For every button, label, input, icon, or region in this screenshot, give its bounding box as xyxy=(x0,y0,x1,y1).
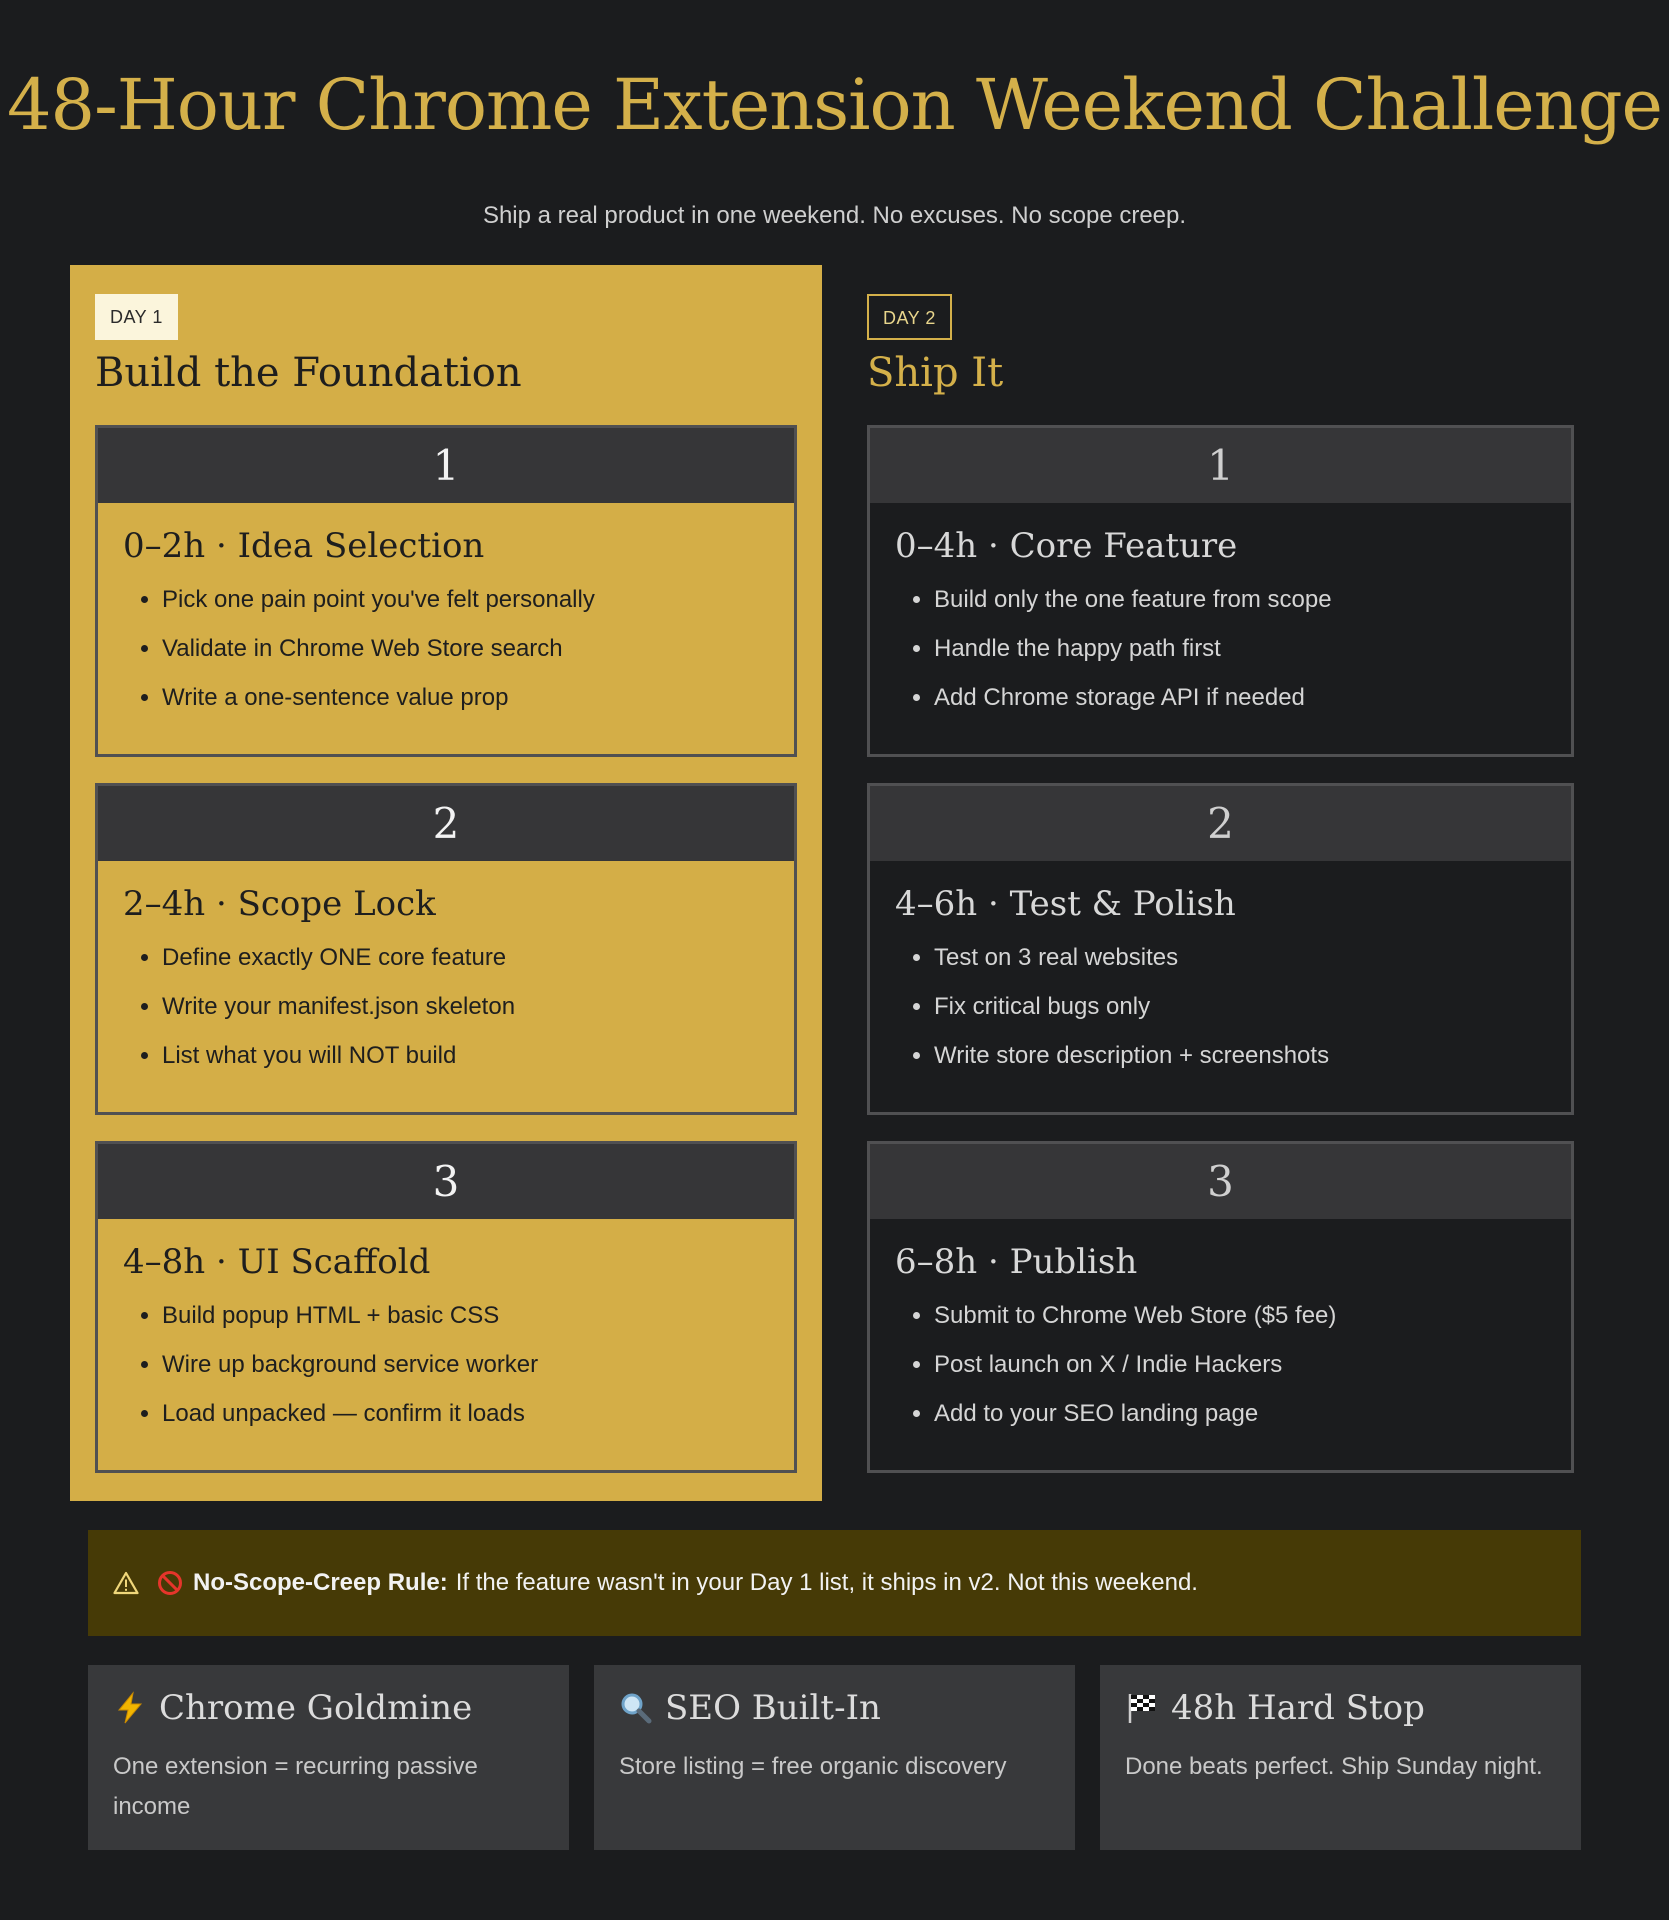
day1-step-card xyxy=(95,783,797,1115)
step-task-item: • Submit to Chrome Web Store ($5 fee) xyxy=(934,1299,1571,1333)
day2-steps xyxy=(867,425,1574,1499)
step-task-list xyxy=(98,1299,794,1431)
step-task-item: • Write a one-sentence value prop xyxy=(162,681,794,715)
step-task-item: • Write your manifest.json skeleton xyxy=(162,990,794,1024)
step-number: 2 xyxy=(870,786,1571,861)
tip-card xyxy=(1100,1665,1581,1850)
tip-description: One extension = recurring passive income xyxy=(113,1753,478,1820)
step-task-list xyxy=(870,1299,1571,1431)
step-number: 3 xyxy=(870,1144,1571,1219)
no-entry-icon xyxy=(157,1570,183,1596)
step-task-item: • Load unpacked — confirm it loads xyxy=(162,1397,794,1431)
step-task-item: • Define exactly ONE core feature xyxy=(162,941,794,975)
rule-text: If the feature wasn't in your Day 1 list, it ships in v2. Not this weekend. xyxy=(455,1569,1198,1596)
step-number: 3 xyxy=(98,1144,794,1219)
magnifier-icon xyxy=(619,1691,653,1725)
page-title: 48-Hour Chrome Extension Weekend Challenge xyxy=(7,64,1662,146)
lightning-icon xyxy=(113,1691,147,1725)
scope-creep-rule-banner xyxy=(88,1530,1581,1636)
tip-description: Done beats perfect. Ship Sunday night. xyxy=(1125,1753,1543,1780)
day2-column xyxy=(842,265,1599,1501)
day2-title: Ship It xyxy=(867,350,1004,396)
step-task-item: • Wire up background service worker xyxy=(162,1348,794,1382)
step-title: 4–8h · UI Scaffold xyxy=(123,1242,431,1282)
step-task-item: • Test on 3 real websites xyxy=(934,941,1571,975)
step-number: 1 xyxy=(98,428,794,503)
rule-label: No-Scope-Creep Rule: xyxy=(193,1569,448,1596)
day2-step-card xyxy=(867,783,1574,1115)
day1-column xyxy=(70,265,822,1501)
step-number: 2 xyxy=(98,786,794,861)
step-title: 0–2h · Idea Selection xyxy=(123,526,485,566)
tip-description: Store listing = free organic discovery xyxy=(619,1753,1007,1780)
step-task-item: • Handle the happy path first xyxy=(934,632,1571,666)
step-task-item: • Pick one pain point you've felt personally xyxy=(162,583,794,617)
step-title: 0–4h · Core Feature xyxy=(895,526,1238,566)
tip-card xyxy=(594,1665,1075,1850)
day2-step-card xyxy=(867,1141,1574,1473)
step-task-item: • Post launch on X / Indie Hackers xyxy=(934,1348,1571,1382)
step-number: 1 xyxy=(870,428,1571,503)
tip-title: Chrome Goldmine xyxy=(159,1688,473,1728)
step-title: 4–6h · Test & Polish xyxy=(895,884,1236,924)
step-task-list xyxy=(98,941,794,1073)
step-task-item: • Build only the one feature from scope xyxy=(934,583,1571,617)
step-task-item: • Fix critical bugs only xyxy=(934,990,1571,1024)
step-task-list xyxy=(98,583,794,715)
day1-title: Build the Foundation xyxy=(95,350,522,396)
day1-badge: DAY 1 xyxy=(95,294,178,340)
step-task-list xyxy=(870,583,1571,715)
step-task-item: • Add Chrome storage API if needed xyxy=(934,681,1571,715)
step-task-item: • Build popup HTML + basic CSS xyxy=(162,1299,794,1333)
step-task-item: • List what you will NOT build xyxy=(162,1039,794,1073)
step-title: 6–8h · Publish xyxy=(895,1242,1138,1282)
day2-step-card xyxy=(867,425,1574,757)
tips-row xyxy=(88,1665,1581,1850)
checkered-flag-icon xyxy=(1125,1691,1159,1725)
tip-card xyxy=(88,1665,569,1850)
tip-title: SEO Built-In xyxy=(665,1688,881,1728)
step-task-list xyxy=(870,941,1571,1073)
step-task-item: • Validate in Chrome Web Store search xyxy=(162,632,794,666)
warning-icon xyxy=(113,1571,139,1595)
step-task-item: • Write store description + screenshots xyxy=(934,1039,1571,1073)
tip-title: 48h Hard Stop xyxy=(1171,1688,1425,1728)
day2-badge: DAY 2 xyxy=(867,294,952,340)
page-subtitle: Ship a real product in one weekend. No excuses. No scope creep. xyxy=(482,202,1187,229)
step-title: 2–4h · Scope Lock xyxy=(123,884,436,924)
day1-step-card xyxy=(95,425,797,757)
day1-steps xyxy=(95,425,797,1499)
day1-step-card xyxy=(95,1141,797,1473)
step-task-item: • Add to your SEO landing page xyxy=(934,1397,1571,1431)
